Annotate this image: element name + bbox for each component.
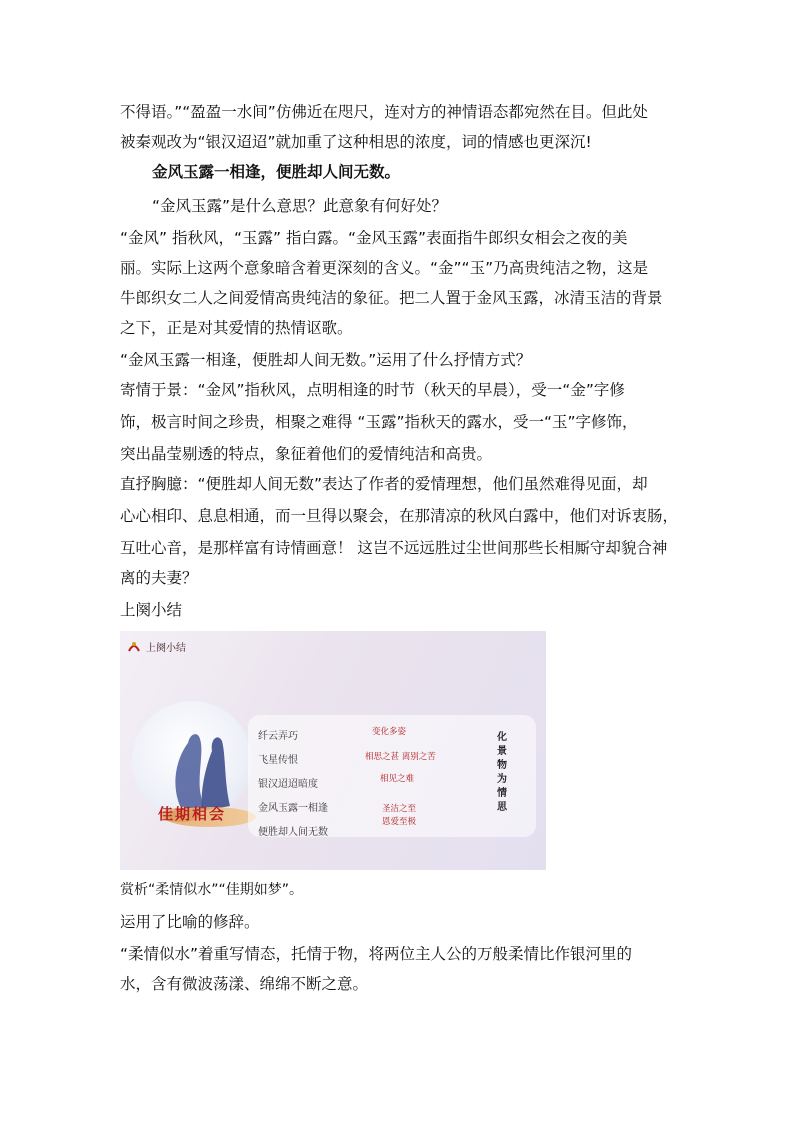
slide-title: 上阕小结 xyxy=(146,642,186,654)
summary-slide-image xyxy=(120,631,546,870)
summary-note: 相思之甚 离别之苦 xyxy=(365,752,436,762)
question-line: “金风玉露”是什么意思？此意象有何好处？ xyxy=(152,197,448,215)
slide-header xyxy=(126,637,186,655)
answer-line: 心心相印、息息相通，而一旦得以聚会，在那清凉的秋风白露中，他们对诉衷肠， xyxy=(120,507,679,525)
answer-line: 丽。实际上这两个意象暗含着更深刻的含义。“金”“玉”乃高贵纯洁之物，这是 xyxy=(120,259,649,277)
answer-line: 牛郎织女二人之间爱情高贵纯洁的象征。把二人置于金风玉露，冰清玉洁的背景 xyxy=(120,289,663,307)
summary-note: 变化多姿 xyxy=(372,727,407,737)
answer-line: “金风” 指秋风，“玉露” 指白露。“金风玉露”表面指牛郎织女相会之夜的美 xyxy=(120,229,628,247)
paragraph-line: 被秦观改为“银汉迢迢”就加重了这种相思的浓度，词的情感也更深沉! xyxy=(120,133,592,151)
summary-item: 便胜却人间无数 xyxy=(258,827,328,838)
summary-item: 飞星传恨 xyxy=(258,755,298,766)
answer-line: 水，含有微波荡漾、绵绵不断之意。 xyxy=(120,975,369,993)
image-caption: 赏析“柔情似水”“佳期如梦”。 xyxy=(120,882,304,898)
answer-line: 饰，极言时间之珍贵，相聚之难得 “玉露”指秋天的露水，受一“玉”字修饰， xyxy=(120,413,638,431)
vertical-summary-text: 化景物为情思 xyxy=(497,732,507,813)
summary-note: 恩爱至极 xyxy=(382,817,417,827)
answer-line: 突出晶莹剔透的特点，象征着他们的爱情纯洁和高贵。 xyxy=(120,445,493,463)
answer-line: 运用了比喻的修辞。 xyxy=(120,913,260,931)
answer-line: 之下，正是对其爱情的热情讴歌。 xyxy=(120,319,353,337)
summary-item: 金风玉露一相逢 xyxy=(258,803,328,814)
summary-item: 银汉迢迢暗度 xyxy=(258,779,318,790)
summary-item: 纤云弄巧 xyxy=(258,731,298,742)
question-line: “金风玉露一相逢，便胜却人间无数。”运用了什么抒情方式？ xyxy=(120,351,532,369)
slide-badge-title: 佳期相会 xyxy=(158,805,227,823)
ornament-icon xyxy=(126,638,142,654)
answer-line: 寄情于景：“金风”指秋风，点明相逢的时节（秋天的早晨），受一“金”字修 xyxy=(120,381,625,399)
summary-note: 圣洁之至 xyxy=(382,804,417,814)
paragraph-line: 不得语。”“盈盈一水间”仿佛近在咫尺，连对方的神情语态都宛然在目。但此处 xyxy=(120,103,648,121)
answer-line: 离的夫妻？ xyxy=(120,569,198,587)
section-heading: 金风玉露一相逢，便胜却人间无数。 xyxy=(152,163,401,181)
summary-label: 上阕小结 xyxy=(120,601,183,619)
answer-line: “柔情似水”着重写情态，托情于物，将两位主人公的万般柔情比作银河里的 xyxy=(120,945,633,963)
answer-line: 直抒胸臆：“便胜却人间无数”表达了作者的爱情理想，他们虽然难得见面，却 xyxy=(120,475,648,493)
answer-line: 互吐心音，是那样富有诗情画意！ 这岂不远远胜过尘世间那些长相厮守却貌合神 xyxy=(120,539,668,557)
summary-note: 相见之难 xyxy=(380,774,415,784)
